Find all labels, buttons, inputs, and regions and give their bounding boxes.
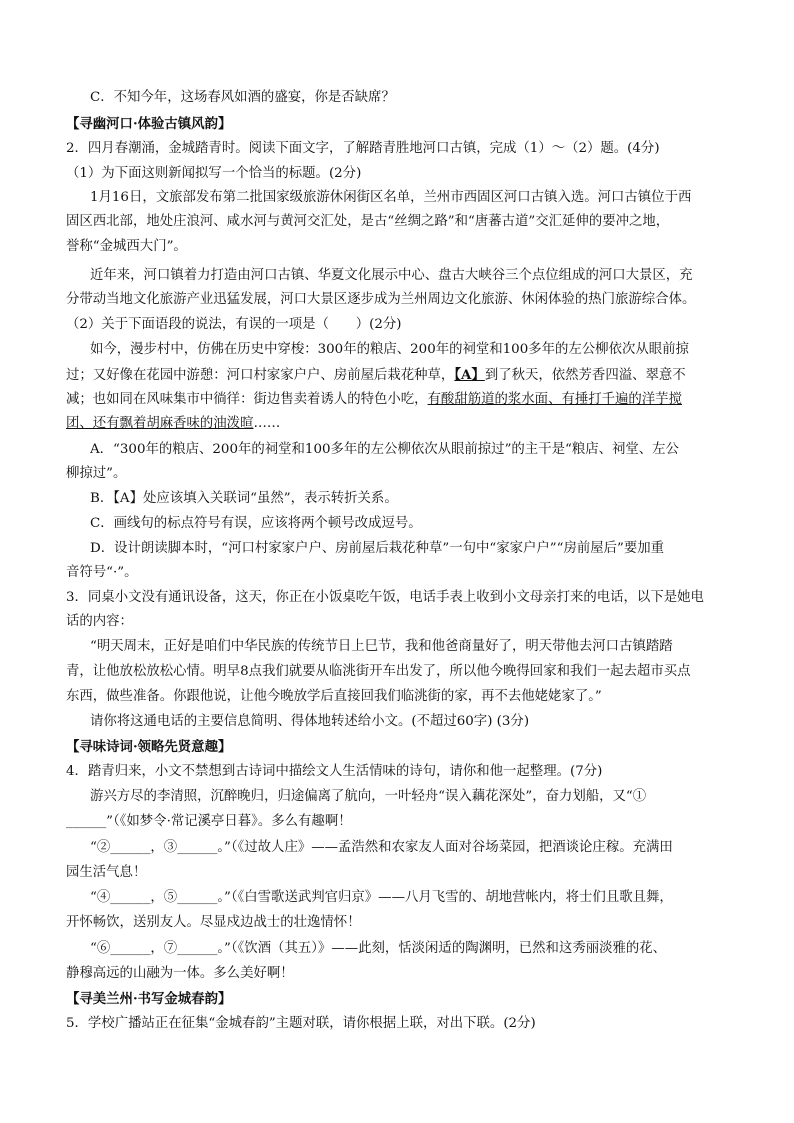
poetry-item-3-line-1: “④______，⑤______。”（《白雪歌送武判官归京》——八月飞雪的、胡地营帐内，将士们且歌且舞， — [90, 890, 673, 905]
passage-line-2-a: 过；又好像在花园中游憩：河口村家家户户、房前屋后栽花种草， — [66, 368, 455, 383]
option-b: B．【A】处应该填入关联词“虽然”，表示转折关系。 — [90, 491, 398, 506]
question-2-stem: 2．四月春潮涌，金城踏青时。阅读下面文字，了解踏青胜地河口古镇，完成（1）～（2）题。(4分) — [66, 141, 660, 156]
passage-line-3-a: 减；也如同在风味集市中徜徉：街边售卖着诱人的特色小吃， — [66, 392, 428, 407]
option-d-line-1: D．设计朗读脚本时，“河口村家家户户、房前屋后栽花种草”一句中“家家户户”“房前屋后”要加重 — [90, 541, 665, 556]
underlined-sentence-part-2: 团、还有飘着胡麻香味的油泼暄 — [66, 416, 254, 431]
underlined-sentence-part-1: 有酸甜筋道的浆水面、有捶打千遍的洋芋搅 — [427, 392, 682, 407]
poetry-item-1-line-1: 游兴方尽的李清照，沉醉晚归，归途偏离了航向，一叶轻舟“误入藕花深处”，奋力划船，又“① — [90, 789, 647, 804]
option-d-line-2: 音符号“·”。 — [66, 565, 138, 580]
poetry-item-4-line-1: “⑥______，⑦______。”（《饮酒（其五）》——此刻，恬淡闲适的陶渊明，已然和这秀丽淡雅的花、 — [90, 941, 667, 956]
poetry-item-1-line-2: ______”（《如梦令·常记溪亭日暮》。多么有趣啊！ — [66, 814, 352, 829]
section-heading-poetry: 【寻味诗词·领略先贤意趣】 — [66, 739, 232, 755]
blank-a-marker: 【A】 — [454, 367, 485, 383]
question-5-stem: 5．学校广播站正在征集“金城春韵”主题对联，请你根据上联，对出下联。(2分) — [66, 1016, 536, 1031]
phone-call-line-2: 青，让他放松放松心情。明早8点我们就要从临洮街开车出发了，所以他今晚得回家和我们一起去超市买点 — [66, 664, 691, 679]
passage-line-1: 如今，漫步村中，仿佛在历史中穿梭：300年的粮店、200年的祠堂和100多年的左公柳依次从眼前掠 — [90, 342, 689, 357]
question-3-line-2: 话的内容： — [66, 614, 133, 629]
ellipsis: …… — [253, 416, 281, 431]
question-3-task: 请你将这通电话的主要信息简明、得体地转述给小文。(不超过60字) (3分) — [90, 714, 530, 729]
passage-line-3 — [66, 390, 728, 410]
passage-line-2 — [66, 365, 728, 386]
section-heading-lanzhou: 【寻美兰州·书写金城春韵】 — [66, 991, 232, 1007]
poetry-item-2-line-2: 园生活气息！ — [66, 865, 147, 880]
question-2-2: （2）关于下面语段的说法，有误的一项是（ ）(2分) — [66, 317, 402, 332]
question-4-stem: 4．踏青归来，小文不禁想到古诗词中描绘文人生活情味的诗句，请你和他一起整理。(7分) — [66, 764, 603, 779]
option-c: C．画线句的标点符号有误，应该将两个顿号改成逗号。 — [90, 516, 422, 531]
news-para-1-line-2: 固区西北部，地处庄浪河、咸水河与黄河交汇处，是古“丝绸之路”和“唐蕃古道”交汇延伸的要冲之地， — [66, 214, 670, 229]
poetry-item-4-line-2: 静穆高远的山融为一体。多么美好啊！ — [66, 966, 294, 981]
option-a-line-2: 柳掠过”。 — [66, 466, 127, 481]
option-a-line-1: A．“300年的粮店、200年的祠堂和100多年的左公柳依次从眼前掠过”的主干是“粮店、祠堂、左公 — [90, 442, 679, 457]
question-2-1: （1）为下面这则新闻拟写一个恰当的标题。(2分) — [66, 166, 362, 181]
news-para-2-line-1: 近年来，河口镇着力打造由河口古镇、华夏文化展示中心、盘古大峡谷三个点位组成的河口大景区，充 — [90, 268, 693, 283]
question-3-line-1: 3．同桌小文没有通讯设备，这天，你正在小饭桌吃午饭，电话手表上收到小文母亲打来的电话，以下是她电 — [66, 590, 704, 605]
poetry-item-2-line-1: “②______，③______。”（《过故人庄》——孟浩然和农家友人面对谷场菜园，把酒谈论庄稼。充满田 — [90, 840, 673, 855]
poetry-item-3-line-2: 开怀畅饮，送别友人。尽显戍边战士的壮逸情怀！ — [66, 915, 361, 930]
news-para-1-line-1: 1月16日，文旅部发布第二批国家级旅游休闲街区名单，兰州市西固区河口古镇入选。河口古镇位于西 — [90, 190, 692, 205]
section-heading-hekou: 【寻幽河口·体验古镇风韵】 — [66, 116, 232, 132]
phone-call-line-1: “明天周末，正好是咱们中华民族的传统节日上巳节，我和他爸商量好了，明天带他去河口古镇踏踏 — [90, 639, 673, 654]
passage-line-4 — [66, 414, 728, 434]
phone-call-line-3: 东西，做些准备。你跟他说，让他今晚放学后直接回我们临洮街的家，再不去他姥姥家了。” — [66, 689, 602, 704]
passage-line-2-c: 到了秋天，依然芳香四溢、翠意不 — [484, 368, 686, 383]
news-para-2-line-2: 分带动当地文化旅游产业迅猛发展，河口大景区逐步成为兰州周边文化旅游、休闲体验的热门旅游综合体。 — [66, 292, 696, 307]
option-c-previous: C．不知今年，这场春风如酒的盛宴，你是否缺席？ — [90, 90, 395, 105]
news-para-1-line-3: 誉称“金城西大门”。 — [66, 239, 187, 254]
